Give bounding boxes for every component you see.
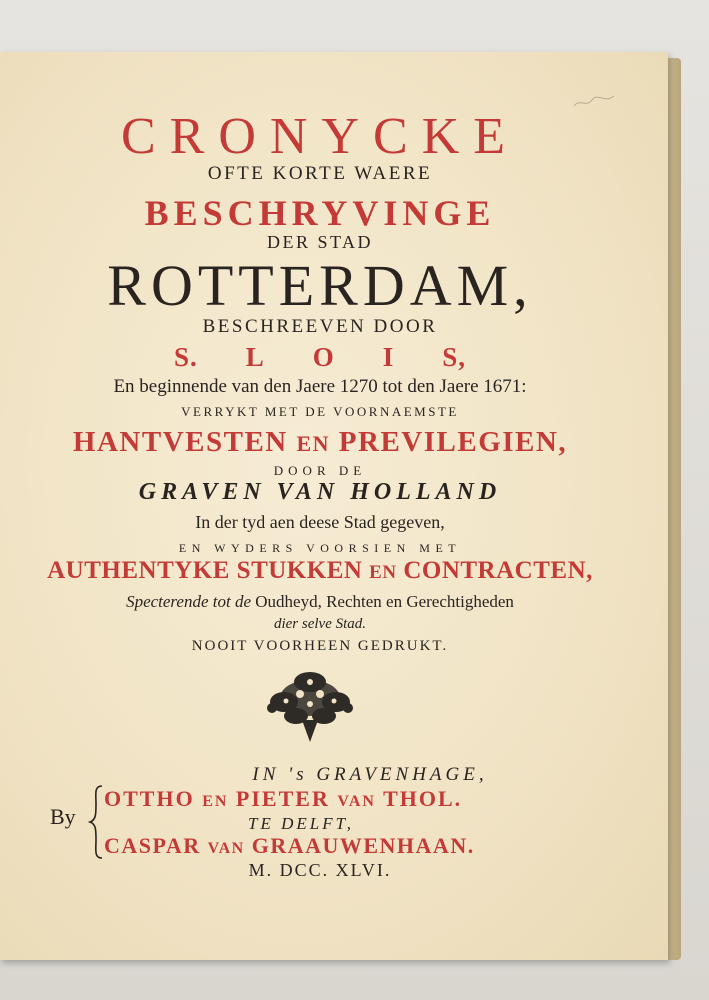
printer-caspar-name: CASPAR <box>104 833 201 858</box>
printer-caspar <box>104 833 475 859</box>
specterende-line <box>0 592 640 612</box>
wyders-line: EN WYDERS VOORSIEN MET <box>178 541 462 555</box>
author-letter: I <box>382 342 395 372</box>
years-line: En beginnende van den Jaere 1270 tot den Jaere 1671: <box>113 376 527 397</box>
subtitle-der-stad: DER STAD <box>266 232 374 252</box>
title-cronycke: CRONYCKE <box>120 108 520 165</box>
nooit-voorheen-line: NOOIT VOORHEEN GEDRUKT. <box>191 638 449 654</box>
printer-graauwenhaan: GRAAUWENHAAN. <box>251 833 475 858</box>
previlegien-word: PREVILEGIEN, <box>338 426 568 458</box>
graven-van-holland: GRAVEN VAN HOLLAND <box>138 479 502 505</box>
hantvesten-line <box>0 426 640 459</box>
author-letter: O <box>312 342 335 372</box>
title-beschryvinge: BESCHRYVINGE <box>144 193 496 233</box>
place-gravenhage: IN 's GRAVENHAGE, <box>252 764 488 785</box>
specterende-rest: Oudheyd, Rechten en Gerechtigheden <box>255 592 514 611</box>
printer-ottho-pieter <box>104 786 462 812</box>
brace-icon <box>88 784 104 860</box>
title-page <box>0 52 668 960</box>
printer-pieter: PIETER <box>235 786 330 811</box>
publication-year: M. DCC. XLVI. <box>248 860 392 880</box>
specterende-italic: Specterende tot de <box>126 592 251 611</box>
in-der-tyd-line: In der tyd aen deese Stad gegeven, <box>195 512 445 532</box>
contracten-word: CONTRACTEN, <box>403 557 593 584</box>
imprint-by: By <box>50 804 76 829</box>
printer-thol: THOL. <box>383 786 463 811</box>
hantvesten-en: EN <box>296 431 331 456</box>
printer-en: EN <box>202 793 229 810</box>
verrykt-line: VERRYKT MET DE VOORNAEMSTE <box>181 404 459 419</box>
dier-selve-line: dier selve Stad. <box>273 616 367 632</box>
authentyke-en: EN <box>369 562 397 583</box>
title-rotterdam: ROTTERDAM, <box>107 253 533 318</box>
author-letter: S. <box>173 342 198 372</box>
author-name <box>0 342 640 373</box>
printer-caspar-van: VAN <box>207 840 245 857</box>
door-de-line: DOOR DE <box>273 463 367 478</box>
subtitle-ofte-korte-waere: OFTE KORTE WAERE <box>207 163 433 184</box>
printer-ottho: OTTHO <box>104 786 195 811</box>
floral-vignette-icon <box>262 668 358 744</box>
hantvesten-word: HANTVESTEN <box>72 426 288 458</box>
authentyke-line <box>0 557 640 585</box>
place-delft: TE DELFT, <box>248 814 355 833</box>
author-letter: L <box>245 342 265 372</box>
authentyke-word: AUTHENTYKE STUKKEN <box>47 557 363 584</box>
printer-van: VAN <box>337 793 376 810</box>
subtitle-beschreeven-door: BESCHREEVEN DOOR <box>202 316 438 337</box>
author-letter: S, <box>442 342 467 372</box>
